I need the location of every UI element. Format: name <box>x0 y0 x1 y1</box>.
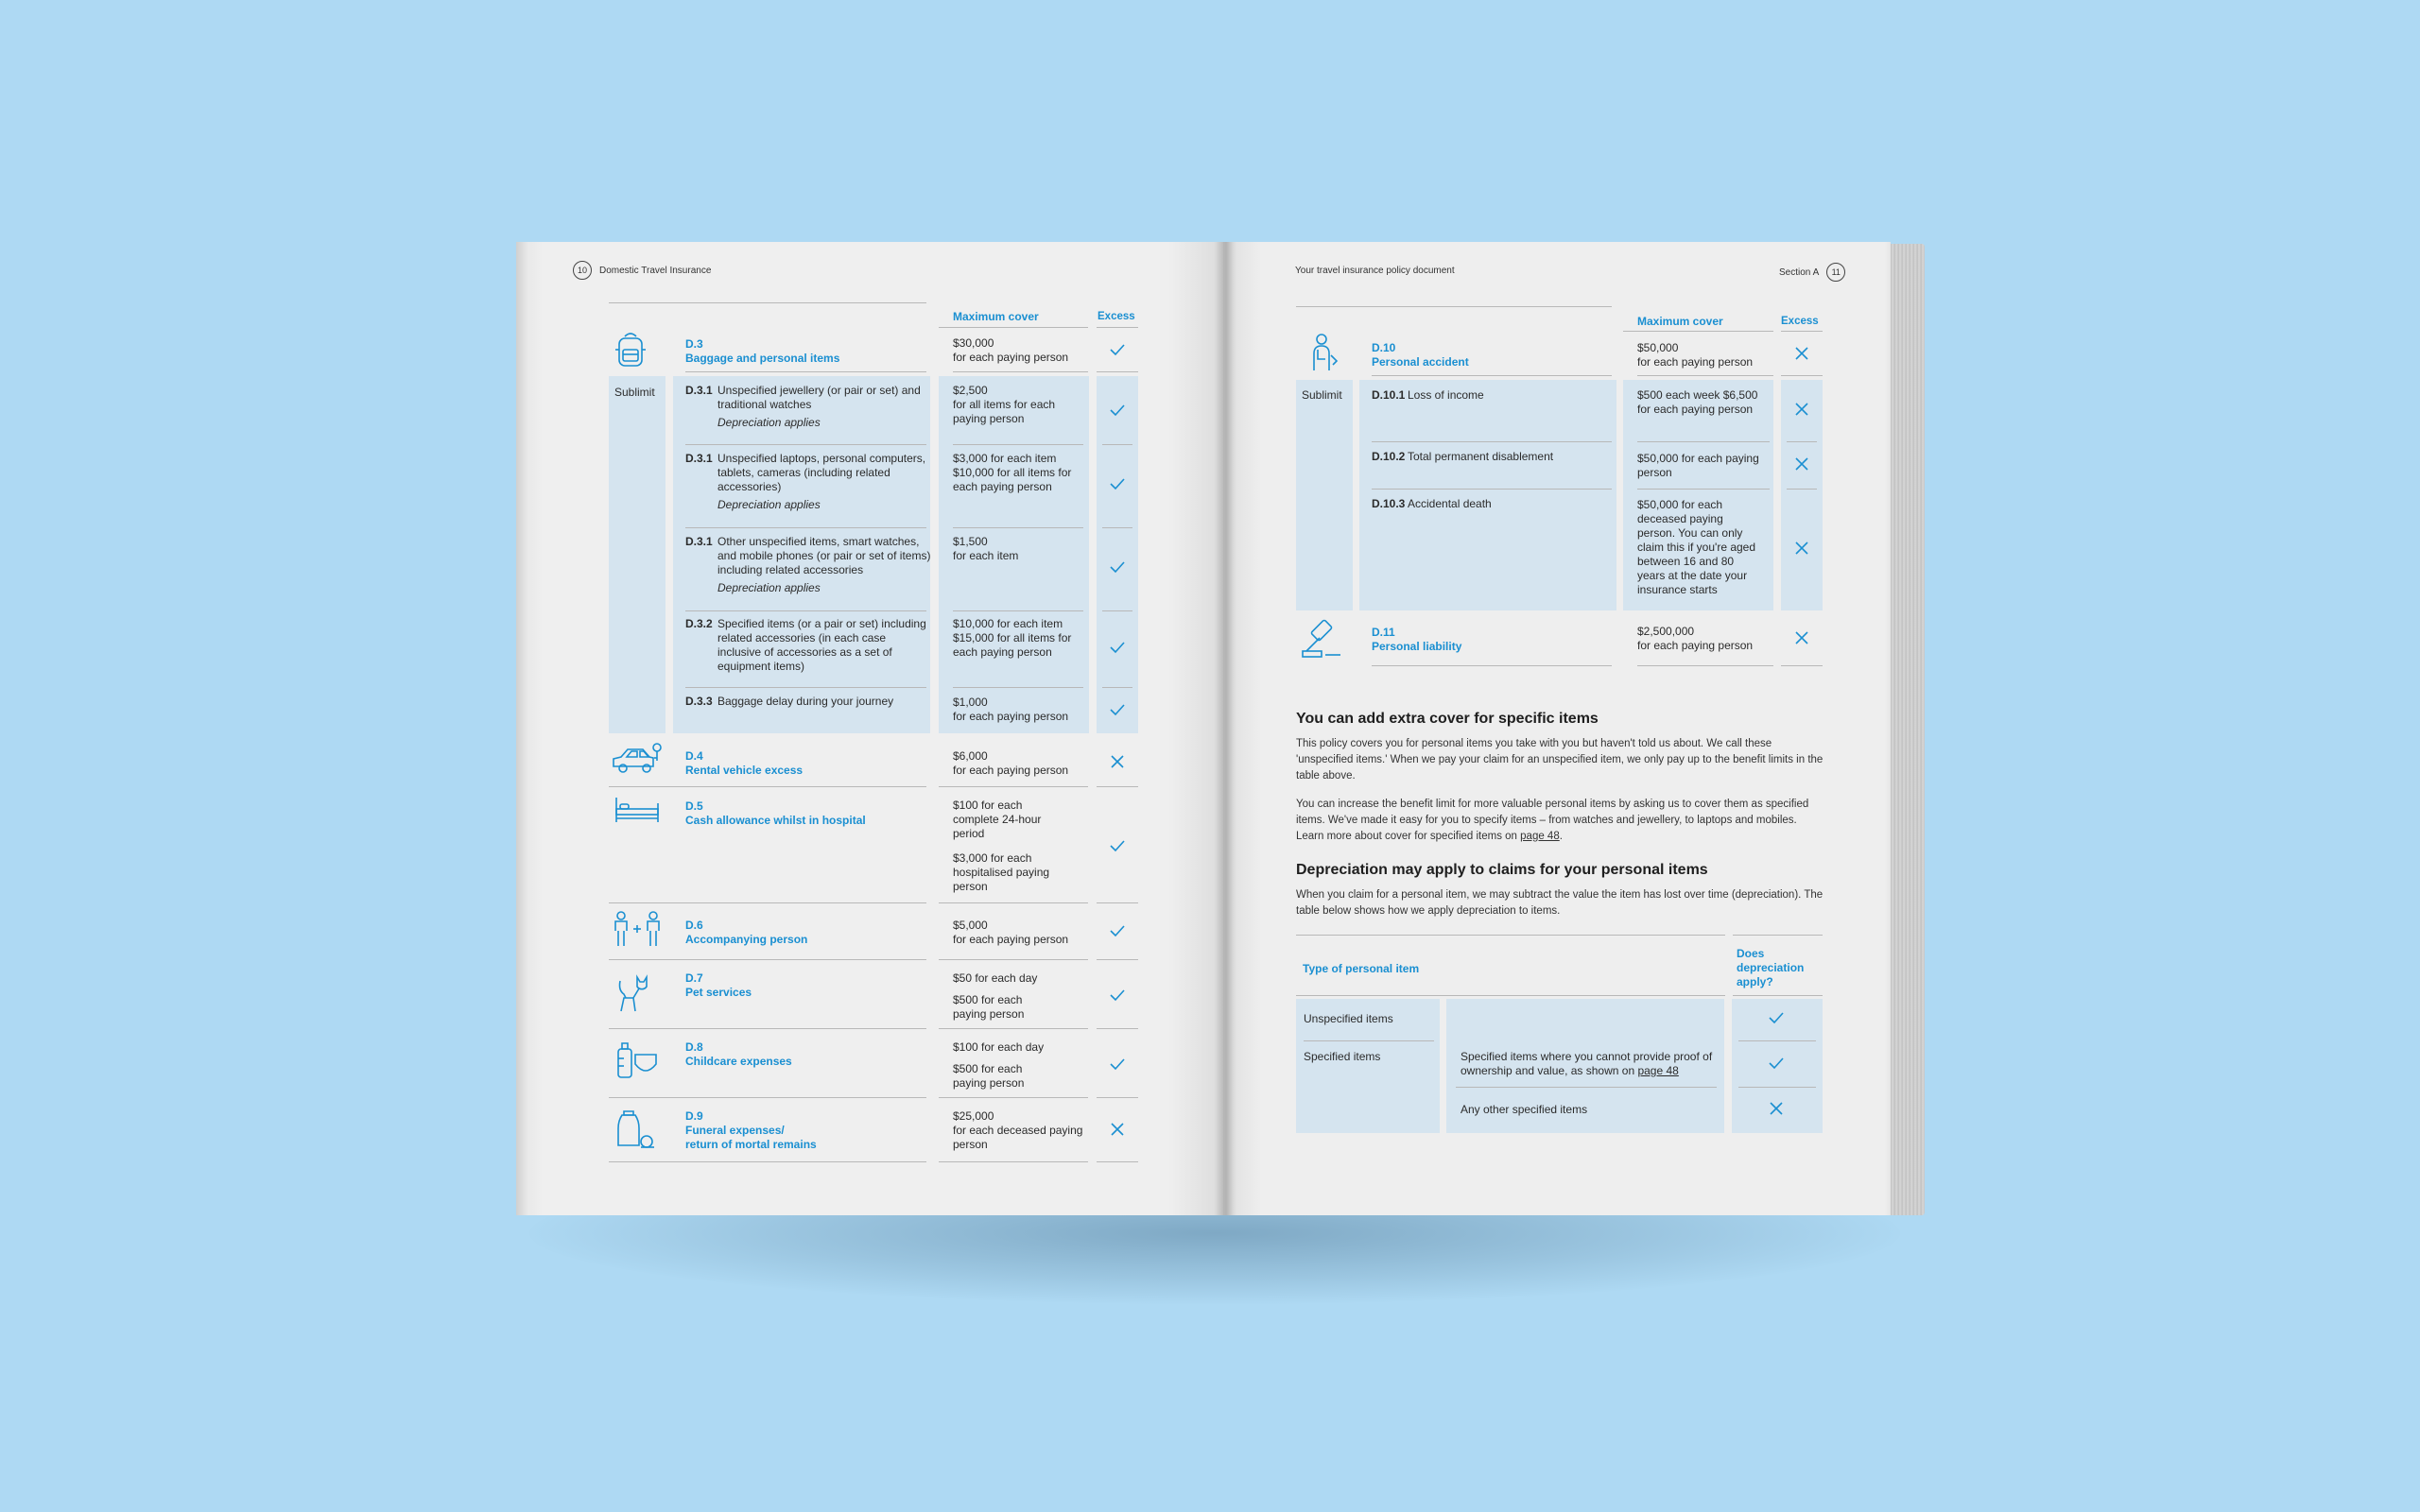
baby-bottle-icon <box>614 1040 660 1079</box>
d5-code: D.5 <box>685 799 703 813</box>
sublimit-desc-band <box>1359 380 1616 610</box>
d9-title-line1: Funeral expenses/ <box>685 1124 785 1137</box>
excess-header: Excess <box>1098 311 1135 322</box>
d6-amount-note: for each paying person <box>953 933 1069 946</box>
row-rule <box>1097 786 1138 787</box>
d3-1-other-amount: $1,500 <box>953 535 988 548</box>
d8-code: D.8 <box>685 1040 703 1054</box>
row-rule <box>609 1028 926 1029</box>
row-rule <box>1372 665 1612 666</box>
d3-3-num: D.3.3 <box>685 695 713 708</box>
row-rule <box>609 959 926 960</box>
d8-heading <box>685 1040 792 1069</box>
row-rule <box>1787 441 1817 442</box>
backpack-icon <box>614 331 647 369</box>
cross-icon <box>1792 400 1811 419</box>
specified-items-label: Specified items <box>1304 1050 1381 1063</box>
d5-title: Cash allowance whilst in hospital <box>685 814 866 827</box>
d11-heading <box>1372 626 1461 654</box>
row-rule <box>939 902 1088 903</box>
left-page-edge <box>516 242 529 1215</box>
d10-3-amount: $50,000 for each deceased paying person. You can only claim this if you're aged between 16 and 80 years at the date your insurance starts <box>1637 498 1756 596</box>
d3-1-num: D.3.1 <box>685 452 713 465</box>
page-stack-edges <box>1891 244 1925 1215</box>
d10-2-amount: $50,000 for each paying person <box>1637 452 1759 479</box>
row-rule <box>609 1097 926 1098</box>
sublimit-label: Sublimit <box>614 386 655 399</box>
d3-1-num: D.3.1 <box>685 384 713 397</box>
check-icon <box>1108 474 1127 493</box>
row-rule <box>1097 1028 1138 1029</box>
gavel-icon <box>1301 619 1342 659</box>
d10-2-num: D.10.2 <box>1372 450 1406 463</box>
extra-cover-paragraph-2-end: . <box>1559 831 1563 842</box>
cross-icon <box>1108 1120 1127 1139</box>
check-icon <box>1108 401 1127 420</box>
specified-items-no-proof-text: Specified items where you cannot provide proof of ownership and value, as shown on <box>1461 1050 1713 1077</box>
cross-icon <box>1792 539 1811 558</box>
d10-3-row <box>1372 497 1614 516</box>
dep-row-rule <box>1304 1040 1434 1041</box>
d4-title: Rental vehicle excess <box>685 764 804 777</box>
check-icon <box>1767 1054 1786 1073</box>
row-rule <box>1102 527 1132 528</box>
d9-amount-note: for each deceased paying person <box>953 1124 1083 1151</box>
page-48-link[interactable]: page 48 <box>1520 831 1560 842</box>
d11-amount-note: for each paying person <box>1637 639 1754 652</box>
d3-3-desc: Baggage delay during your journey <box>717 695 894 708</box>
row-rule <box>609 902 926 903</box>
d10-3-num: D.10.3 <box>1372 497 1406 510</box>
row-rule <box>953 610 1083 611</box>
d3-2-desc: Specified items (or a pair or set) including related accessories (in each case inclusive of accessories as a set of equipment items) <box>717 617 926 673</box>
section-label: Section A <box>1779 266 1820 278</box>
row-rule <box>1637 375 1773 376</box>
d10-2-row <box>1372 450 1614 469</box>
d3-amount <box>953 336 1068 365</box>
d10-amount: $50,000 <box>1637 341 1679 354</box>
extra-cover-paragraph-2-text: You can increase the benefit limit for more valuable personal items by asking us to cover them as specified items. We've made it easy for you to specify items – from watches and jewellery, to laptops and mobiles. Learn more about cover for specified items on <box>1296 799 1809 842</box>
d3-1-num: D.3.1 <box>685 535 713 548</box>
d10-code: D.10 <box>1372 341 1396 354</box>
check-icon <box>1108 700 1127 719</box>
d10-1-num: D.10.1 <box>1372 388 1406 402</box>
d3-2-amount: $10,000 for each item <box>953 617 1063 630</box>
row-rule <box>939 1028 1088 1029</box>
d3-2-amount-note: $15,000 for all items for each paying person <box>953 631 1072 659</box>
type-of-item-header: Type of personal item <box>1303 962 1420 975</box>
dep-row-rule <box>1738 1040 1816 1041</box>
cross-icon <box>1767 1099 1786 1118</box>
d8-amount1: $100 for each day <box>953 1040 1045 1054</box>
row-rule <box>1637 489 1770 490</box>
d6-title: Accompanying person <box>685 933 808 946</box>
header-rule <box>939 327 1088 328</box>
personal-accident-icon <box>1308 333 1340 372</box>
row-rule <box>939 1097 1088 1098</box>
right-page-number: 11 <box>1826 263 1845 282</box>
d3-heading <box>685 337 839 366</box>
check-icon <box>1108 340 1127 359</box>
d8-title: Childcare expenses <box>685 1055 792 1068</box>
table-top-rule <box>609 302 926 303</box>
d6-amount: $5,000 <box>953 919 988 932</box>
book-spine <box>1214 242 1236 1215</box>
d11-code: D.11 <box>1372 626 1395 639</box>
sublimit-band <box>1296 380 1353 610</box>
right-running-title: Your travel insurance policy document <box>1295 266 1455 276</box>
check-icon <box>1108 836 1127 855</box>
other-specified-items: Any other specified items <box>1461 1103 1588 1116</box>
funeral-urn-icon <box>614 1108 658 1151</box>
dep-table-top-rule <box>1733 935 1823 936</box>
row-rule <box>609 786 926 787</box>
d10-amount-note: for each paying person <box>1637 355 1754 369</box>
row-rule <box>1097 1161 1138 1162</box>
row-rule <box>1097 959 1138 960</box>
d3-title: Baggage and personal items <box>685 352 840 365</box>
d3-1-laptops-desc: Unspecified laptops, personal computers, tablets, cameras (including related accessories) <box>717 452 926 493</box>
header-rule-excess <box>1097 327 1138 328</box>
d3-1-other-row <box>685 535 933 603</box>
sublimit-band <box>609 376 666 733</box>
row-rule <box>1781 665 1823 666</box>
d4-amount: $6,000 <box>953 749 988 763</box>
d3-1-jewellery-row <box>685 384 933 440</box>
depreciation-heading: Depreciation may apply to claims for your personal items <box>1296 862 1708 878</box>
depreciation-paragraph: When you claim for a personal item, we may subtract the value the item has lost over time (depreciation). The table below shows how we apply depreciation to items. <box>1296 889 1824 917</box>
d9-heading <box>685 1109 817 1152</box>
left-running-title: Domestic Travel Insurance <box>599 265 712 276</box>
cross-icon <box>1792 455 1811 473</box>
cross-icon <box>1792 344 1811 363</box>
header-rule <box>1623 331 1773 332</box>
d3-1-laptops-note: $10,000 for all items for each paying person <box>953 466 1072 493</box>
d3-1-amount: $2,500 <box>953 384 988 397</box>
d3-1-laptops-amount: $3,000 for each item <box>953 452 1057 465</box>
d3-3-delay-row <box>685 695 933 713</box>
sublimit-label: Sublimit <box>1302 388 1342 402</box>
d6-heading <box>685 919 807 947</box>
row-rule <box>1102 444 1132 445</box>
d3-1-amount-note: for all items for each paying person <box>953 398 1056 425</box>
max-cover-header: Maximum cover <box>1637 315 1723 328</box>
pet-cat-icon <box>616 973 652 1015</box>
d3-2-num: D.3.2 <box>685 617 713 630</box>
d3-1-other-note: for each item <box>953 549 1019 562</box>
table-top-rule <box>1296 306 1612 307</box>
specified-items-no-proof <box>1461 1050 1716 1078</box>
d6-code: D.6 <box>685 919 703 932</box>
d7-amount1: $50 for each day <box>953 971 1038 985</box>
check-icon <box>1767 1008 1786 1027</box>
d10-3-desc: Accidental death <box>1408 497 1492 510</box>
row-rule <box>1372 375 1612 376</box>
row-rule <box>939 959 1088 960</box>
row-rule <box>939 786 1088 787</box>
row-rule <box>685 444 926 445</box>
row-rule <box>685 610 926 611</box>
dep-header-rule <box>1296 995 1725 996</box>
dep-header-rule <box>1733 995 1823 996</box>
row-rule <box>953 444 1083 445</box>
left-running-head <box>573 261 711 280</box>
d3-1-laptops-row <box>685 452 933 520</box>
page-48-link[interactable]: page 48 <box>1637 1064 1679 1077</box>
dep-row-rule <box>1738 1087 1816 1088</box>
d3-rule-amt <box>953 371 1088 372</box>
d4-heading <box>685 749 803 778</box>
d10-2-desc: Total permanent disablement <box>1408 450 1554 463</box>
row-rule <box>685 687 926 688</box>
accompanying-person-icon <box>613 910 662 948</box>
d7-amount2: $500 for each paying person <box>953 993 1025 1021</box>
d9-amount: $25,000 <box>953 1109 994 1123</box>
row-rule <box>1637 665 1773 666</box>
d3-rule <box>685 371 926 372</box>
d11-title: Personal liability <box>1372 640 1462 653</box>
left-page-number: 10 <box>573 261 592 280</box>
row-rule <box>685 527 926 528</box>
hospital-bed-icon <box>614 796 660 824</box>
d3-1-desc: Unspecified jewellery (or pair or set) and traditional watches <box>717 384 921 411</box>
d10-1-desc: Loss of income <box>1408 388 1484 402</box>
row-rule <box>1781 375 1823 376</box>
excess-header: Excess <box>1781 316 1819 327</box>
d4-code: D.4 <box>685 749 703 763</box>
d3-rule-exc <box>1097 371 1138 372</box>
d10-heading <box>1372 341 1469 369</box>
d9-code: D.9 <box>685 1109 703 1123</box>
extra-cover-paragraph-2 <box>1296 797 1825 845</box>
row-rule <box>1372 441 1612 442</box>
row-rule <box>1097 902 1138 903</box>
check-icon <box>1108 1055 1127 1074</box>
row-rule <box>609 1161 926 1162</box>
row-rule <box>1102 610 1132 611</box>
dep-table-top-rule <box>1296 935 1725 936</box>
check-icon <box>1108 986 1127 1005</box>
row-rule <box>1787 489 1817 490</box>
d4-amount-note: for each paying person <box>953 764 1069 777</box>
depreciation-note: Depreciation applies <box>717 416 821 429</box>
d8-amount2: $500 for each paying person <box>953 1062 1025 1090</box>
d5-heading <box>685 799 866 828</box>
d9-title-line2: return of mortal remains <box>685 1138 817 1151</box>
d3-code: D.3 <box>685 337 703 351</box>
d10-1-row <box>1372 388 1614 407</box>
d3-2-specified-row <box>685 617 933 683</box>
d5-amount1: $100 for each complete 24-hour period <box>953 799 1042 840</box>
does-depreciation-apply-header: Does depreciation apply? <box>1737 947 1805 988</box>
d7-heading <box>685 971 752 1000</box>
d3-3-amount-note: for each paying person <box>953 710 1069 723</box>
d5-amount2: $3,000 for each hospitalised paying person <box>953 851 1050 893</box>
d11-amount: $2,500,000 <box>1637 625 1695 638</box>
check-icon <box>1108 558 1127 576</box>
extra-cover-paragraph-1: This policy covers you for personal items you take with you but haven't told us about. We call these 'unspecified items.' When we pay your claim for an unspecified item, we only pay up to the benefit limits in the table above. <box>1296 738 1824 782</box>
dep-row-rule <box>1456 1087 1717 1088</box>
unspecified-items-label: Unspecified items <box>1304 1012 1393 1025</box>
cross-icon <box>1792 628 1811 647</box>
depreciation-note: Depreciation applies <box>717 581 821 594</box>
d10-1-amount: $500 each week $6,500 for each paying person <box>1637 388 1758 416</box>
cross-icon <box>1108 752 1127 771</box>
row-rule <box>1637 441 1770 442</box>
sublimit-excess-band <box>1097 376 1138 733</box>
d3-3-amount: $1,000 <box>953 696 988 709</box>
d3-1-other-desc: Other unspecified items, smart watches, and mobile phones (or pair or set of items) including related accessories <box>717 535 931 576</box>
d7-title: Pet services <box>685 986 752 999</box>
row-rule <box>939 1161 1088 1162</box>
row-rule <box>1372 489 1612 490</box>
depreciation-note: Depreciation applies <box>717 498 821 511</box>
d3-amount-note: for each paying person <box>953 351 1069 364</box>
d3-amount-value: $30,000 <box>953 336 994 350</box>
check-icon <box>1108 921 1127 940</box>
d7-code: D.7 <box>685 971 703 985</box>
extra-cover-heading: You can add extra cover for specific items <box>1296 711 1599 727</box>
d10-title: Personal accident <box>1372 355 1469 369</box>
check-icon <box>1108 638 1127 657</box>
row-rule <box>953 527 1083 528</box>
row-rule <box>1102 687 1132 688</box>
max-cover-header: Maximum cover <box>953 310 1039 323</box>
row-rule <box>953 687 1083 688</box>
row-rule <box>1097 1097 1138 1098</box>
right-running-head <box>1779 263 1845 282</box>
rental-car-icon <box>611 740 664 778</box>
header-rule-excess <box>1781 331 1823 332</box>
